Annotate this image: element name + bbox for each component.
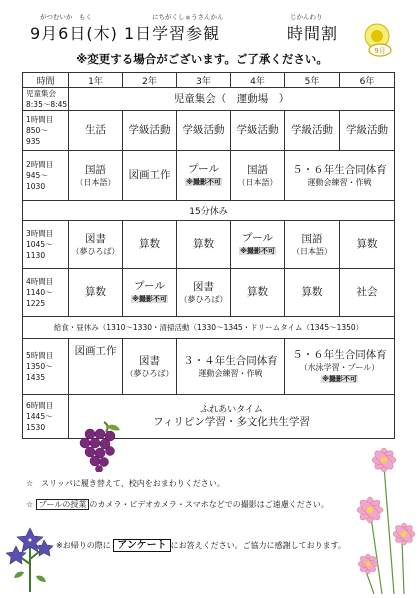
lunch-cell: 給食・昼休み（1310～1330・清掃活動（1330～1345・ドリームタイム（1345～1350）: [23, 317, 395, 339]
subject-main: 国語: [247, 163, 268, 176]
subject-cell: 生活: [69, 111, 123, 151]
time-end: 1435: [26, 373, 46, 382]
subject-sub: （日本語）: [237, 177, 278, 187]
subject-cell: [177, 269, 231, 317]
header-cell: 4年: [231, 73, 285, 88]
page-title: [30, 21, 220, 44]
subject-main: プール: [188, 163, 219, 175]
time-start: 1445～: [26, 412, 53, 421]
subject-cell: [285, 151, 395, 201]
break-row: [23, 201, 395, 221]
subject-cell: [177, 151, 231, 201]
time-cell: [23, 269, 69, 317]
no-photo-note: ※撮影不可: [186, 178, 221, 186]
subject-sub: （夢ひろば）: [71, 246, 120, 256]
period-row: [23, 111, 395, 151]
subject-cell: [177, 339, 285, 395]
badge-label: 9月: [374, 47, 386, 55]
period-label: 3時間目: [26, 229, 54, 238]
title-event: 1日学習参観: [123, 24, 221, 43]
subject-main: ３・４年生合同体育: [183, 354, 278, 367]
footer-note-1: ☆ スリッパに履き替えて、校内をおまわりください。: [26, 479, 225, 488]
title-schedule: 時間割: [287, 24, 339, 43]
notice-banner: ※変更する場合がございます。ご了承ください。: [76, 52, 328, 66]
header-cell: 2年: [123, 73, 177, 88]
time-end: 1030: [26, 182, 46, 191]
event-ruby: にちがくしゅうさんかん: [152, 13, 224, 21]
period-row: [23, 339, 395, 395]
subject-cell: 学級活動: [177, 111, 231, 151]
schedule-ruby: じかんわり: [290, 13, 323, 21]
time-label: 児童集会: [26, 89, 56, 98]
time-cell: [23, 111, 69, 151]
subject-main: プール: [242, 232, 273, 244]
subject-cell: 算数: [177, 221, 231, 269]
subject-main: 国語: [301, 232, 323, 245]
time-range: 8:35～8:45: [26, 100, 68, 109]
subject-cell: [231, 221, 285, 269]
period-row: [23, 269, 395, 317]
subject-main: 図書: [85, 232, 106, 245]
subject-sub: 運動会練習・作戦: [198, 368, 263, 378]
time-end: 1225: [26, 299, 46, 308]
star-bullet: ☆: [26, 500, 34, 509]
time-start: 1140～: [26, 288, 53, 297]
header-cell: 5年: [285, 73, 340, 88]
subject-sub: （日本語）: [75, 177, 116, 187]
subject-cell: 算数: [123, 221, 177, 269]
time-end: 1130: [26, 251, 46, 260]
period-row: [23, 151, 395, 201]
subject-cell: 学級活動: [340, 111, 395, 151]
subject-cell: [69, 151, 123, 201]
lunch-row: [23, 317, 395, 339]
subject-cell: 算数: [69, 269, 123, 317]
footer-note-2-text: のカメラ・ビデオカメラ・スマホなどでの撮影はご遠慮ください。: [89, 500, 329, 509]
time-end: 1530: [26, 423, 46, 432]
subject-cell: 図画工作: [123, 151, 177, 201]
subject-main: ５・６年生合同体育: [292, 163, 387, 176]
no-photo-note: ※撮影不可: [240, 247, 275, 255]
time-start: 945～: [26, 171, 48, 180]
footer-note-2: [26, 499, 329, 510]
schedule-table: [22, 72, 395, 439]
subject-sub: （水泳学習・プール）: [299, 362, 380, 372]
subject-main: ５・６年生合同体育: [292, 348, 387, 361]
subject-cell: 図画工作: [69, 339, 123, 395]
break-cell: 15分休み: [23, 201, 395, 221]
cosmos-illustration: [344, 436, 420, 594]
subject-cell: 学級活動: [285, 111, 340, 151]
bellflower-illustration: [6, 514, 56, 592]
time-cell: [23, 395, 69, 439]
subject-sub: （日本語）: [292, 246, 332, 256]
subject-cell: 学級活動: [231, 111, 285, 151]
header-row: [23, 73, 395, 88]
time-cell: [23, 221, 69, 269]
subject-cell: [69, 221, 123, 269]
footer-note-3-pre: ※お帰りの際に: [56, 541, 111, 550]
subject-cell: [123, 339, 177, 395]
time-start: 1350～: [26, 362, 53, 371]
subject-sub: （夢ひろば）: [125, 368, 174, 378]
activity-line: フィリピン学習・多文化共生学習: [153, 415, 310, 428]
time-start: 850～: [26, 126, 48, 135]
no-photo-note: ※撮影不可: [322, 374, 357, 383]
subject-cell: 算数: [231, 269, 285, 317]
assembly-cell: 児童集会（ 運動場 ）: [69, 88, 395, 111]
header-cell: 6年: [340, 73, 395, 88]
title-date: 9月6日(木): [30, 24, 118, 43]
header-cell: 1年: [69, 73, 123, 88]
pool-class-box: プールの授業: [36, 499, 90, 510]
grapes-illustration: [76, 420, 124, 472]
footer-note-3-text: にお答えください。ご協力に感謝しております。: [170, 541, 347, 550]
time-cell: [23, 339, 69, 395]
subject-cell: 算数: [340, 221, 395, 269]
subject-sub: （夢ひろば）: [179, 294, 228, 304]
subject-cell: [231, 151, 285, 201]
activity-line: ふれあいタイム: [200, 404, 263, 415]
subject-main: 図書: [193, 280, 214, 293]
title-row: [30, 12, 410, 48]
subject-sub: 運動会練習・作戦: [307, 177, 372, 187]
survey-box: アンケート: [113, 539, 170, 552]
header-cell: 3年: [177, 73, 231, 88]
period-label: 1時間目: [26, 115, 54, 124]
subject-main: 国語: [85, 163, 106, 176]
subject-cell: 社会: [340, 269, 395, 317]
assembly-row: [23, 88, 395, 111]
month-badge: [355, 22, 405, 58]
period-row: [23, 221, 395, 269]
period-label: 2時間目: [26, 160, 54, 169]
period-label: 4時間目: [26, 277, 54, 286]
header-cell: 時間: [23, 73, 69, 88]
time-start: 1045～: [26, 240, 53, 249]
subject-cell: [285, 339, 395, 395]
period-label: 6時間目: [26, 401, 54, 410]
subject-main: プール: [134, 280, 165, 292]
footer-note-3: [56, 536, 346, 551]
no-photo-note: ※撮影不可: [132, 295, 167, 303]
time-cell: [23, 151, 69, 201]
date-ruby: がつむいか もく: [40, 13, 92, 21]
time-end: 935: [26, 137, 41, 146]
subject-cell: 算数: [285, 269, 340, 317]
time-cell: [23, 88, 69, 111]
subject-cell: [285, 221, 340, 269]
subject-cell: 学級活動: [123, 111, 177, 151]
subject-main: 図書: [139, 354, 160, 367]
period-label: 5時間目: [26, 351, 54, 360]
subject-cell: [123, 269, 177, 317]
